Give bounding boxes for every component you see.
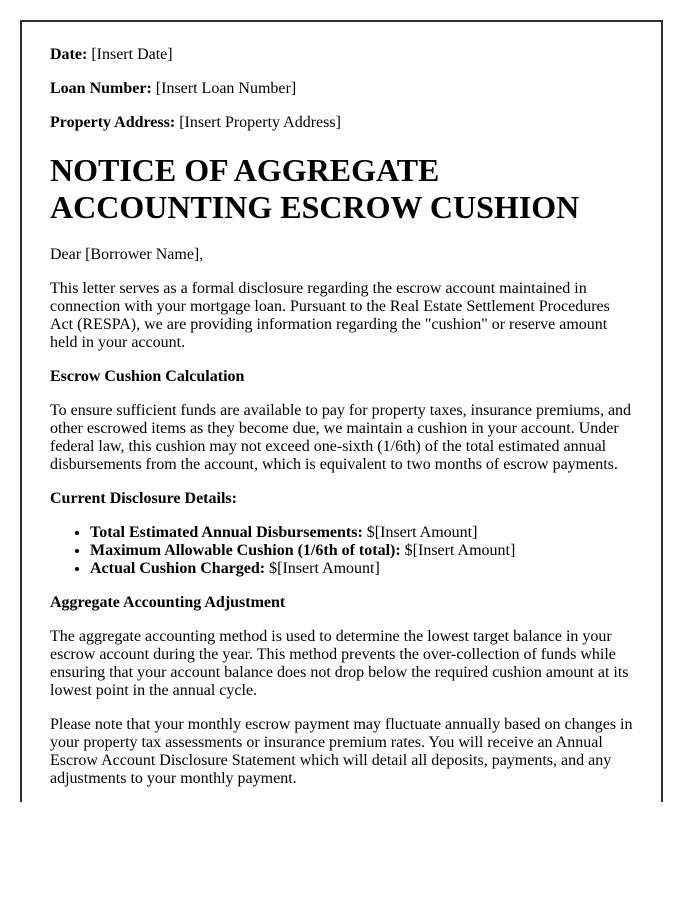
date-label: Date:: [50, 46, 88, 63]
list-item-value: $[Insert Amount]: [400, 541, 516, 559]
section-heading-current-disclosure-details: Current Disclosure Details:: [50, 489, 237, 507]
fluctuation-paragraph: Please note that your monthly escrow payment may fluctuate annually based on changes in your property tax assessments or insurance premium rates. You will receive an Annual Escrow Account Disclosure Statement which will detail all deposits, payments, and any adjustments to your monthly payment.: [50, 715, 633, 787]
section-heading-escrow-cushion-calculation: Escrow Cushion Calculation: [50, 367, 245, 385]
list-item-value: $[Insert Amount]: [265, 559, 380, 577]
salutation: Dear [Borrower Name],: [50, 245, 204, 263]
calculation-paragraph: To ensure sufficient funds are available to pay for property taxes, insurance premiums, and other escrowed items as they become due, we maintain a cushion in your account. Under federal law, this cushion may not exceed one-sixth (1/6th) of the total estimated annual disbursements from the account, which is equivalent to two months of escrow payments.: [50, 401, 632, 473]
list-item-actual-cushion: [90, 560, 635, 578]
disclosure-list: [50, 524, 635, 578]
letter-title: NOTICE OF AGGREGATE ACCOUNTING ESCROW CUSHION: [50, 152, 580, 225]
loan-number-field: [50, 80, 635, 98]
list-item-total-disbursements: [90, 524, 635, 542]
date-placeholder: [Insert Date]: [87, 46, 173, 63]
list-item-value: $[Insert Amount]: [362, 523, 478, 541]
loan-number-placeholder: [Insert Loan Number]: [151, 80, 297, 97]
property-address-field: [50, 114, 635, 132]
adjustment-paragraph: The aggregate accounting method is used to determine the lowest target balance in your escrow account during the year. This method prevents the over-collection of funds while ensuring that your account balance does not drop below the required cushion amount at its lowest point in the annual cycle.: [50, 627, 629, 699]
loan-number-label: Loan Number:: [50, 80, 152, 97]
section-heading-aggregate-accounting-adjustment: Aggregate Accounting Adjustment: [50, 593, 286, 611]
date-field: [50, 46, 635, 64]
intro-paragraph: This letter serves as a formal disclosure regarding the escrow account maintained in connection with your mortgage loan. Pursuant to the Real Estate Settlement Procedures Act (RESPA), we are providing information regarding the "cushion" or reserve amount held in your account.: [50, 279, 610, 351]
list-item-label: Actual Cushion Charged:: [90, 559, 266, 577]
list-item-label: Maximum Allowable Cushion (1/6th of total):: [90, 541, 401, 559]
letter-page: [20, 20, 663, 802]
property-address-label: Property Address:: [50, 114, 176, 131]
property-address-placeholder: [Insert Property Address]: [175, 114, 341, 131]
list-item-label: Total Estimated Annual Disbursements:: [90, 523, 363, 541]
list-item-maximum-cushion: [90, 542, 635, 560]
